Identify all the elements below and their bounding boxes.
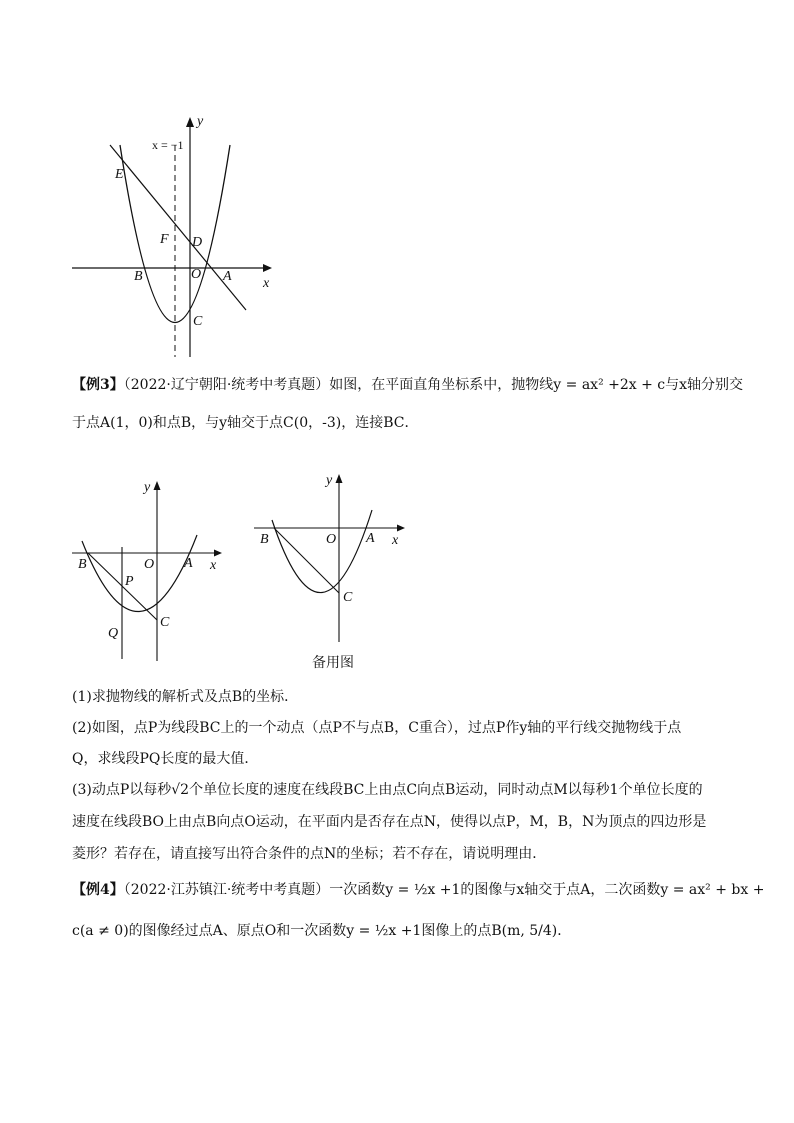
figure-2-parabola bbox=[70, 475, 230, 665]
label-x-eq: x = −1 bbox=[152, 138, 184, 152]
label-O: O bbox=[191, 267, 202, 282]
label-F: F bbox=[160, 232, 169, 247]
label-C: C bbox=[343, 590, 353, 605]
spare-figure-caption: 备用图 bbox=[312, 655, 354, 671]
y-axis-arrow bbox=[154, 481, 161, 490]
x-axis-arrow bbox=[397, 525, 405, 532]
example-3-source: （2022·辽宁朝阳·统考中考真题） bbox=[123, 377, 330, 393]
label-B: B bbox=[134, 269, 143, 284]
figure-3-spare-parabola bbox=[250, 470, 410, 645]
question-3-line-2: 速度在线段BO上由点B向点O运动，在平面内是否存在点N，使得以点P，M，B，N为顶点的四边形是 bbox=[72, 814, 707, 830]
example-3-line-2 bbox=[72, 413, 419, 433]
example-4-line-2 bbox=[72, 921, 571, 941]
example-4-tag: 【例4】 bbox=[72, 882, 124, 898]
question-2-line-2: Q，求线段PQ长度的最大值． bbox=[72, 751, 259, 767]
label-Q: Q bbox=[108, 626, 119, 641]
label-A: A bbox=[223, 269, 232, 284]
label-A: A bbox=[184, 556, 193, 571]
parabola-curve bbox=[82, 535, 197, 612]
label-D: D bbox=[192, 235, 203, 250]
label-C: C bbox=[160, 615, 170, 630]
label-A: A bbox=[366, 531, 375, 546]
label-E: E bbox=[115, 167, 124, 182]
example-4-line-1 bbox=[72, 880, 764, 900]
question-3-line-1: (3)动点P以每秒√2个单位长度的速度在线段BC上由点C向点B运动，同时动点M以每秒1个单位长度的 bbox=[72, 782, 703, 798]
label-O: O bbox=[144, 557, 155, 572]
label-x: x bbox=[263, 276, 270, 291]
question-3-line-3: 菱形？若存在，请直接写出符合条件的点N的坐标；若不存在，请说明理由． bbox=[72, 846, 547, 862]
example-3-text-2: 于点A(1，0)和点B，与y轴交于点C(0，-3)，连接BC． bbox=[72, 415, 419, 431]
example-3-tag: 【例3】 bbox=[72, 377, 124, 393]
parabola-curve bbox=[272, 510, 372, 593]
label-y: y bbox=[197, 114, 204, 129]
question-2-line-1: (2)如图，点P为线段BC上的一个动点（点P不与点B，C重合），过点P作y轴的平行线交抛物线于点 bbox=[72, 720, 682, 736]
label-B: B bbox=[260, 532, 269, 547]
label-x: x bbox=[392, 533, 399, 548]
label-P: P bbox=[125, 574, 134, 589]
example-4-text-2: c(a ≠ 0)的图像经过点A、原点O和一次函数y = ½x +1图像上的点B(m, 5/4)． bbox=[72, 923, 572, 939]
label-B: B bbox=[78, 557, 87, 572]
figure-1-parabola bbox=[60, 105, 290, 365]
label-y: y bbox=[144, 480, 151, 495]
example-3-line-1 bbox=[72, 375, 743, 395]
y-axis-arrow bbox=[336, 474, 343, 483]
x-axis-arrow bbox=[214, 550, 222, 557]
x-axis-arrow bbox=[263, 264, 272, 272]
label-C: C bbox=[193, 314, 203, 329]
y-axis-arrow bbox=[186, 117, 194, 127]
label-y: y bbox=[326, 473, 333, 488]
example-4-text-1: 一次函数y = ½x +1的图像与x轴交于点A，二次函数y = ax² + bx + bbox=[329, 882, 765, 898]
label-O: O bbox=[326, 532, 337, 547]
label-x: x bbox=[210, 558, 217, 573]
example-4-source: （2022·江苏镇江·统考中考真题） bbox=[123, 882, 330, 898]
question-1: (1)求抛物线的解析式及点B的坐标． bbox=[72, 689, 299, 705]
example-3-text-1: 如图，在平面直角坐标系中，抛物线y = ax² +2x + c与x轴分别交 bbox=[329, 377, 744, 393]
